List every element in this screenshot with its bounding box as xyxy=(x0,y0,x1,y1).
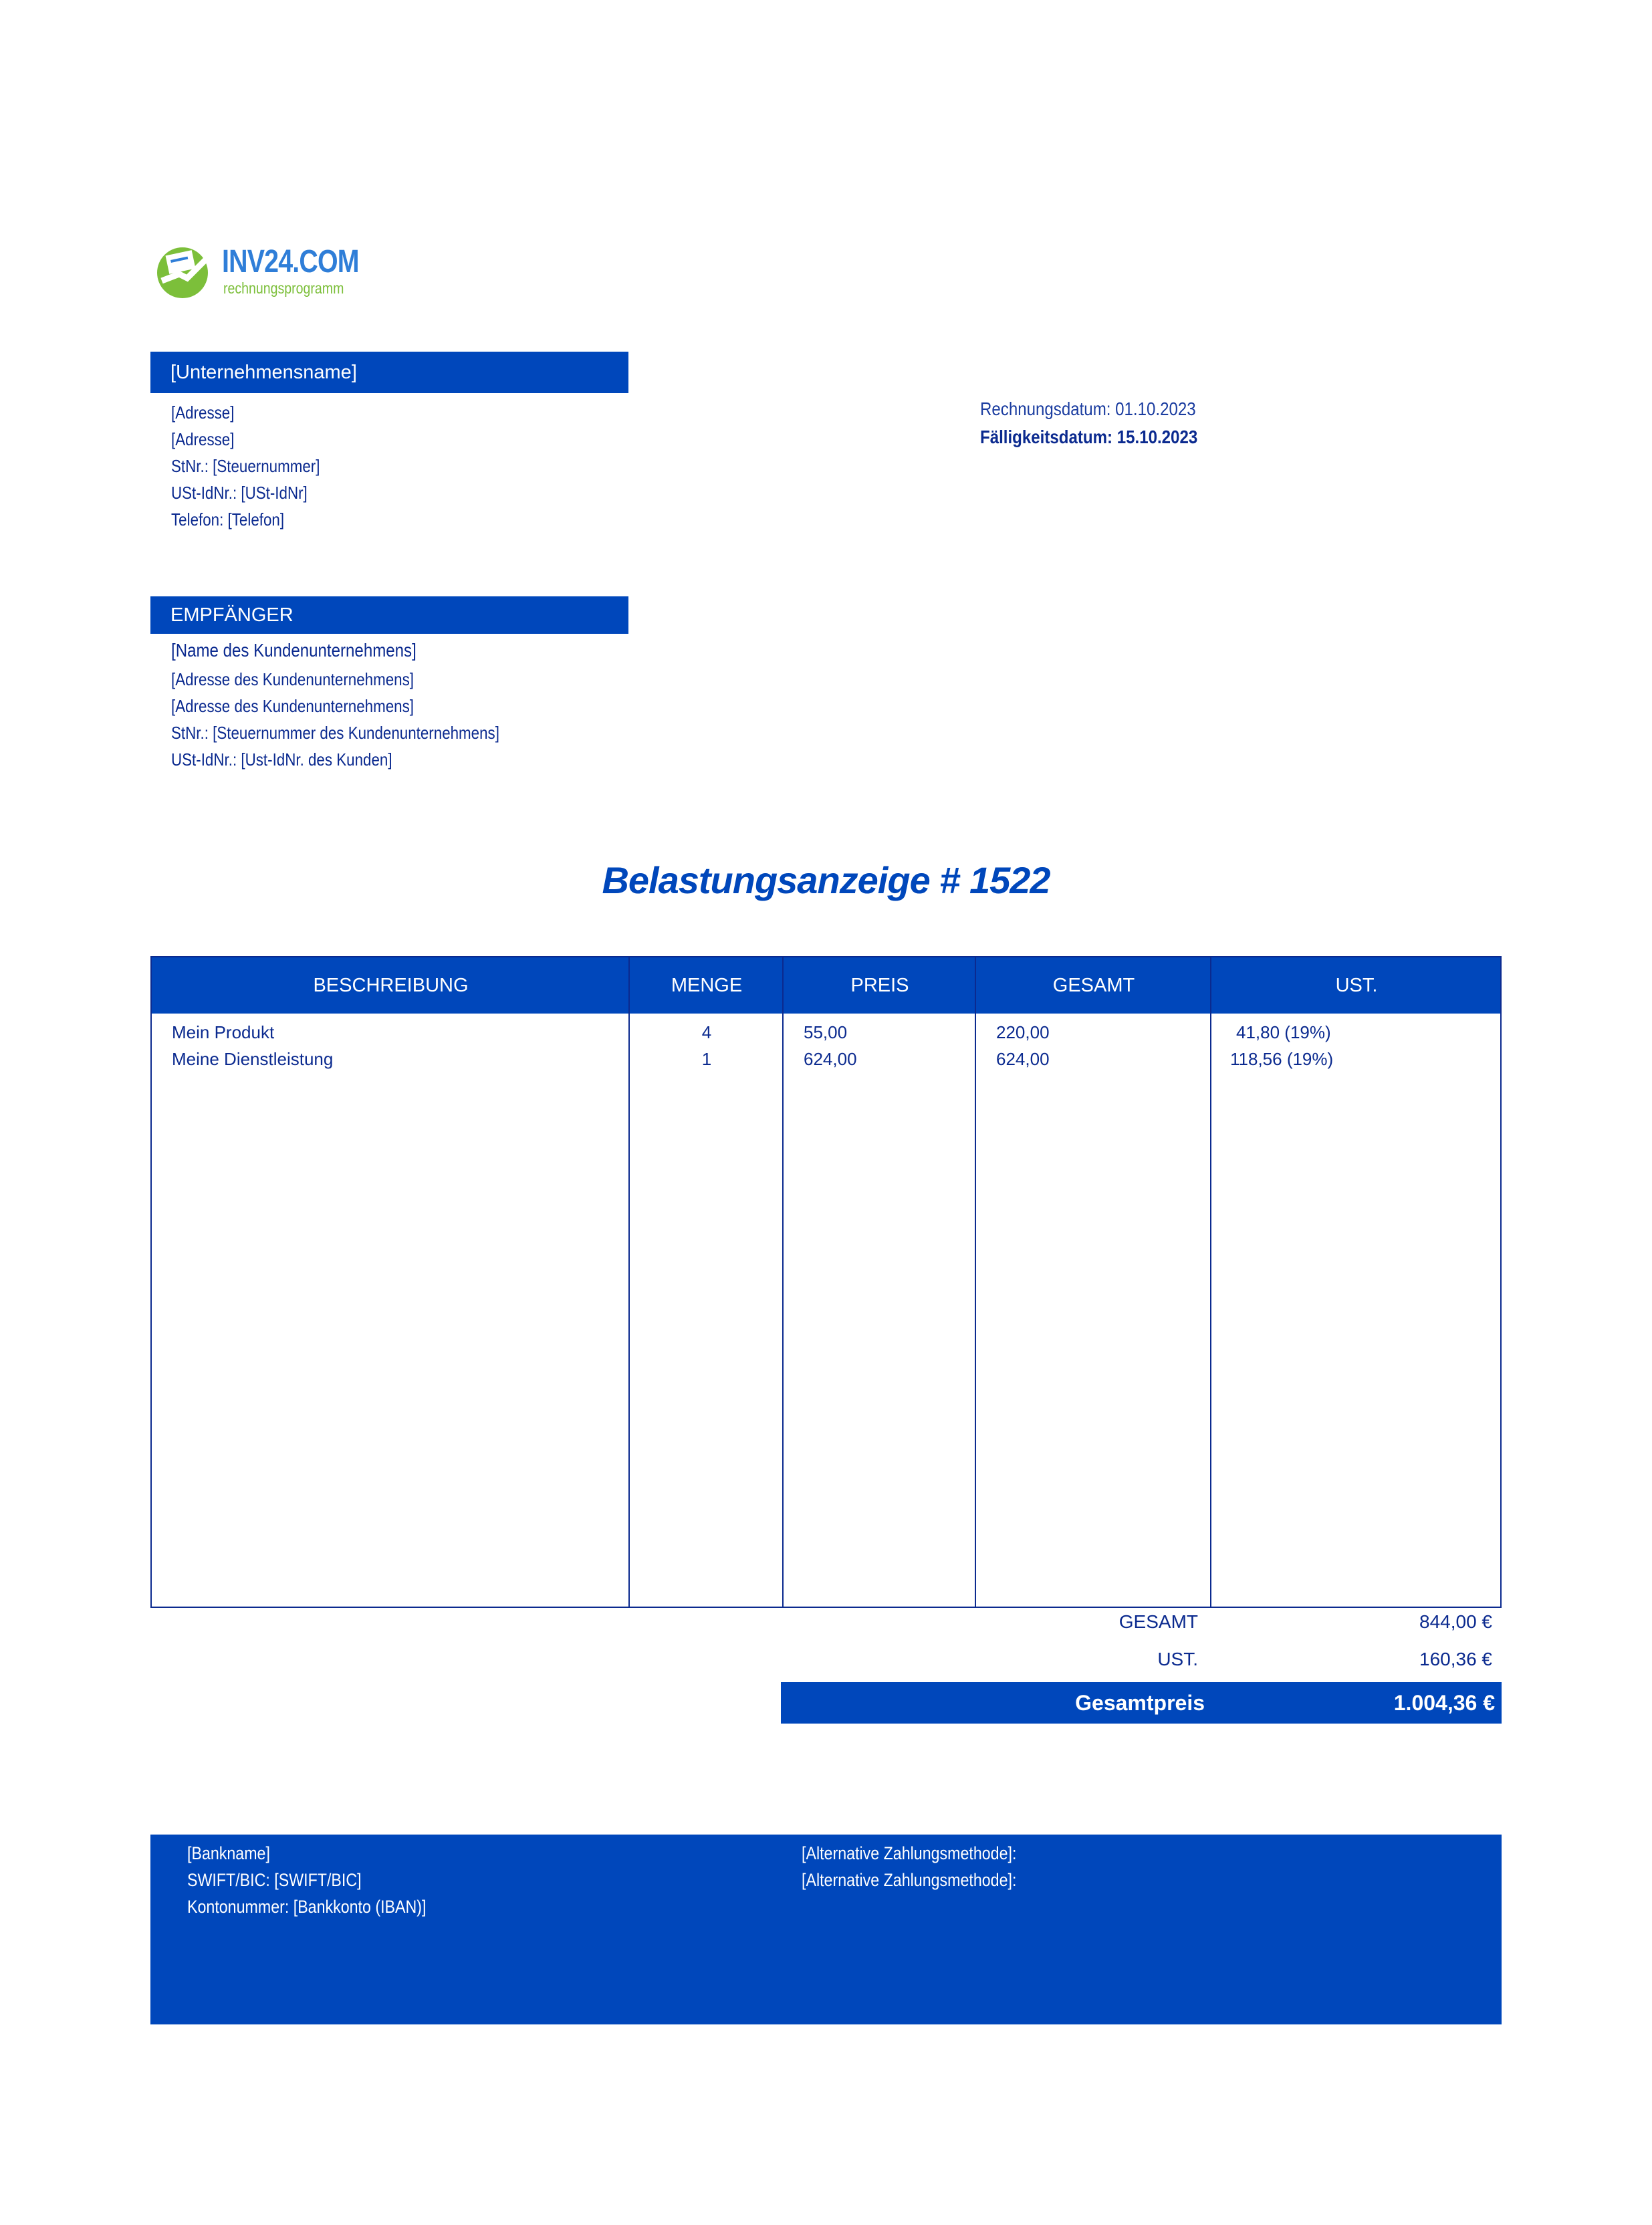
column-header-description: BESCHREIBUNG xyxy=(313,975,469,996)
recipient-address-1: [Adresse des Kundenunternehmens] xyxy=(171,669,414,689)
grand-total-bar xyxy=(781,1682,1502,1724)
recipient-name: [Name des Kundenunternehmens] xyxy=(171,640,417,661)
swift-bic: SWIFT/BIC: [SWIFT/BIC] xyxy=(187,1870,362,1890)
payment-footer xyxy=(150,1835,1502,2024)
logo-brand-text: INV24.COM xyxy=(222,244,359,279)
invoice-dates xyxy=(980,394,1233,451)
invoice-date: Rechnungsdatum: 01.10.2023 xyxy=(980,398,1196,419)
sender-phone: Telefon: [Telefon] xyxy=(171,509,285,530)
sender-header: [Unternehmensname] xyxy=(150,352,628,393)
bank-details xyxy=(187,1840,465,1920)
logo-tagline: rechnungsprogramm xyxy=(223,279,344,297)
recipient-header: EMPFÄNGER xyxy=(150,596,628,634)
grand-total-value: 1.004,36 € xyxy=(1393,1691,1495,1715)
subtotal-label: GESAMT xyxy=(1118,1611,1198,1632)
row-1-description: Mein Produkt xyxy=(172,1022,275,1042)
row-2-description: Meine Dienstleistung xyxy=(172,1049,334,1069)
column-header-vat: UST. xyxy=(1335,975,1378,996)
vat-total-label: UST. xyxy=(1157,1649,1198,1669)
due-date: Fälligkeitsdatum: 15.10.2023 xyxy=(980,427,1198,447)
alternative-payment xyxy=(802,1840,1052,1893)
document-title: Belastungsanzeige # 1522 xyxy=(602,859,1050,901)
column-header-quantity: MENGE xyxy=(671,975,743,996)
vat-total-value: 160,36 € xyxy=(1419,1649,1492,1669)
grand-total-label: Gesamtpreis xyxy=(1075,1691,1205,1715)
company-logo xyxy=(152,238,366,305)
row-1-quantity: 4 xyxy=(701,1022,712,1042)
alternative-payment-1: [Alternative Zahlungsmethode]: xyxy=(802,1843,1017,1863)
sender-address-1: [Adresse] xyxy=(171,402,235,423)
sender-address-2: [Adresse] xyxy=(171,429,235,449)
sender-vat-id: USt-IdNr.: [USt-IdNr] xyxy=(171,483,308,503)
bank-name: [Bankname] xyxy=(187,1843,270,1863)
sender-tax-number: StNr.: [Steuernummer] xyxy=(171,456,320,476)
subtotal-value: 844,00 € xyxy=(1419,1611,1492,1632)
column-divider xyxy=(975,957,976,1607)
account-number: Kontonummer: [Bankkonto (IBAN)] xyxy=(187,1897,427,1917)
items-table xyxy=(150,956,1502,1608)
row-2-price: 624,00 xyxy=(804,1049,857,1069)
row-2-total: 624,00 xyxy=(996,1049,1050,1069)
row-2-quantity: 1 xyxy=(701,1049,712,1069)
column-header-price: PREIS xyxy=(850,975,909,996)
alternative-payment-2: [Alternative Zahlungsmethode]: xyxy=(802,1870,1017,1890)
table-header xyxy=(152,957,1500,1014)
logo-chart-icon xyxy=(152,241,219,301)
recipient-tax-number: StNr.: [Steuernummer des Kundenunternehmens] xyxy=(171,723,499,743)
recipient-vat-id: USt-IdNr.: [Ust-IdNr. des Kunden] xyxy=(171,749,392,770)
row-1-total: 220,00 xyxy=(996,1022,1050,1042)
recipient-details xyxy=(171,635,553,773)
sender-details xyxy=(171,399,344,533)
row-1-price: 55,00 xyxy=(804,1022,848,1042)
recipient-address-2: [Adresse des Kundenunternehmens] xyxy=(171,696,414,716)
column-header-total: GESAMT xyxy=(1052,975,1135,996)
row-1-vat: 41,80 (19%) xyxy=(1236,1022,1331,1042)
row-2-vat: 118,56 (19%) xyxy=(1230,1049,1334,1069)
column-divider xyxy=(1210,957,1211,1607)
